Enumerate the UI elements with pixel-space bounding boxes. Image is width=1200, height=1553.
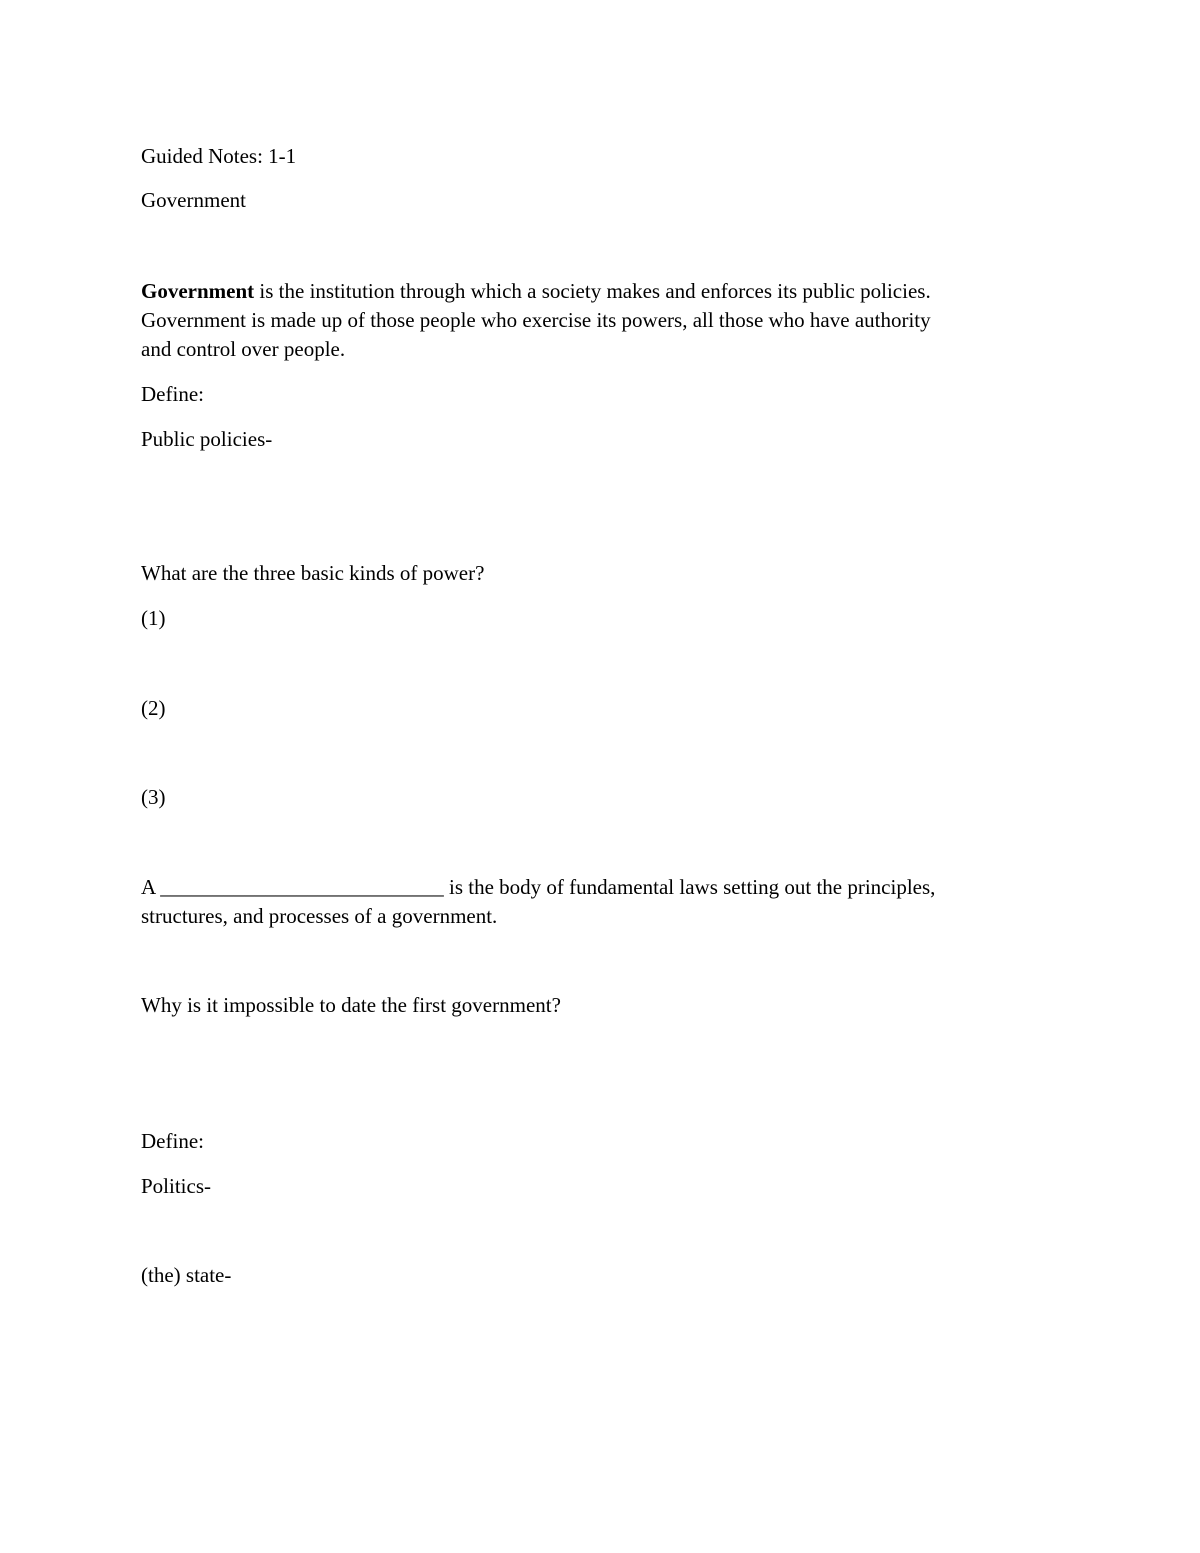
government-term: Government	[141, 279, 255, 303]
state-prompt: (the) state-	[141, 1263, 232, 1287]
define-label-2: Define:	[141, 1129, 204, 1153]
definition-line-2: Government is made up of those people who exercise its powers, all those who have authority	[141, 308, 931, 332]
power-item-2: (2)	[141, 696, 166, 720]
definition-text-1: is the institution through which a society makes and enforces its public policies.	[254, 279, 931, 303]
public-policies-prompt: Public policies-	[141, 427, 273, 451]
constitution-line-1: A ___________________________ is the body of fundamental laws setting out the principles,	[141, 875, 936, 899]
page-title: Guided Notes: 1-1	[141, 144, 297, 168]
definition-line-1	[141, 277, 1041, 306]
power-item-3: (3)	[141, 785, 166, 809]
define-label: Define:	[141, 382, 204, 406]
constitution-statement	[141, 873, 1041, 931]
constitution-line-2: structures, and processes of a government.	[141, 904, 498, 928]
definition-line-3: and control over people.	[141, 337, 346, 361]
first-government-question: Why is it impossible to date the first government?	[141, 993, 561, 1017]
section-title: Government	[141, 188, 246, 212]
government-definition	[141, 277, 1041, 364]
power-item-1: (1)	[141, 606, 166, 630]
politics-prompt: Politics-	[141, 1174, 212, 1198]
powers-question: What are the three basic kinds of power?	[141, 561, 485, 585]
